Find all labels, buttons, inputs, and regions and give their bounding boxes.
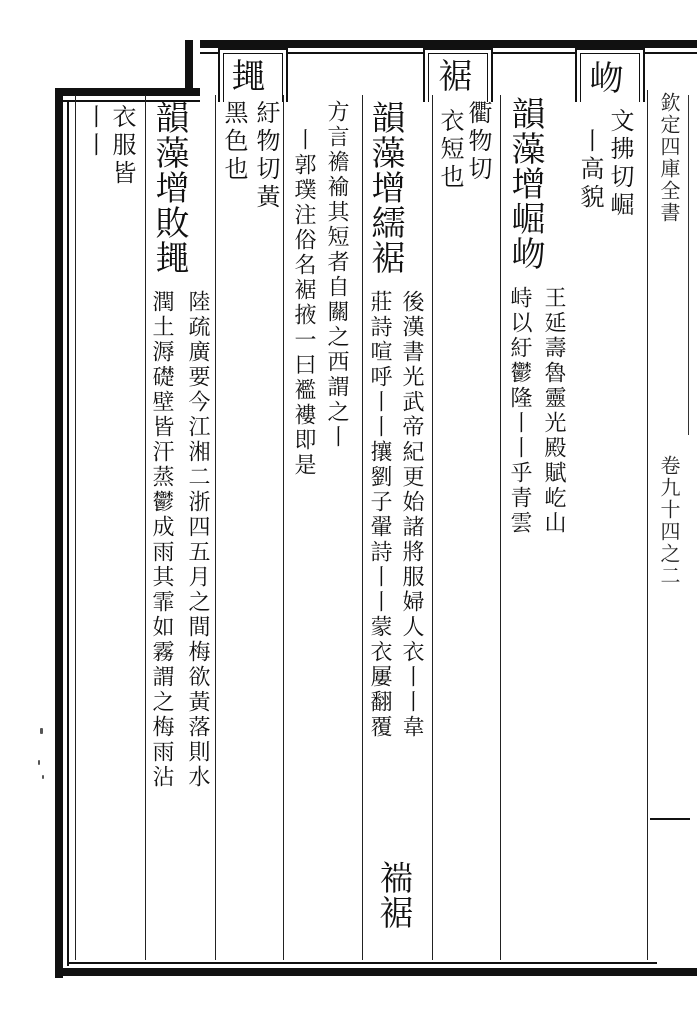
- citation-text: 潤土溽礎壁皆汗蒸鬱成雨其霏如霧謂之梅雨沾: [149, 290, 174, 790]
- citation-emphasis: 褍裾: [373, 860, 413, 930]
- headword-wu: 岉: [583, 60, 623, 95]
- frame-top-border: [200, 40, 697, 48]
- column-divider: [145, 95, 146, 960]
- frame-left-border: [55, 88, 63, 978]
- citation-text: 峙以紆鬱隆丨丨乎青雲: [507, 286, 532, 536]
- gloss-text: 紆物切黃: [252, 100, 280, 212]
- citation-text: 陸疏廣要今江湘二浙四五月之間梅欲黃落則水: [185, 290, 210, 790]
- margin-mark: [650, 818, 690, 820]
- citation-text: 王延壽魯靈光殿賦屹山: [541, 286, 566, 536]
- headword-que: 裾: [432, 58, 472, 93]
- section-heading: 韻藻增崛岉: [505, 96, 545, 271]
- column-divider: [215, 95, 216, 960]
- column-divider: [500, 95, 501, 960]
- column-divider: [432, 95, 433, 960]
- margin-rule: [688, 95, 689, 435]
- citation-text: 丨郭璞注俗名裾掖一曰襤褸即是: [291, 128, 316, 478]
- section-heading: 韻藻增繻裾: [365, 100, 405, 275]
- column-divider: [647, 90, 648, 960]
- section-heading: 韻藻增敗䵷: [149, 100, 189, 275]
- frame-left-inner-border: [67, 100, 69, 966]
- margin-juan-number: 卷九十四之二: [657, 455, 681, 587]
- citation-text: 衣服皆: [108, 104, 136, 188]
- gloss-text: 丨高貌: [576, 128, 604, 212]
- frame-bottom-border: [55, 968, 697, 976]
- gloss-text: 衢物切: [464, 100, 492, 184]
- gloss-text: 衣短也: [436, 108, 464, 192]
- gloss-text: 文拂切崛: [606, 108, 634, 220]
- margin-header: 欽定四庫全書: [657, 92, 681, 224]
- citation-text: 方言襜褕其短者自關之西謂之丨: [324, 100, 349, 450]
- column-divider: [75, 95, 76, 960]
- gloss-text: 黑色也: [220, 100, 248, 184]
- ditto-marks: 丨丨: [80, 104, 108, 160]
- scan-speck: [42, 775, 44, 779]
- headword-yuan: 䵷: [225, 58, 265, 93]
- frame-upper-left-border: [55, 88, 200, 96]
- column-divider: [283, 95, 284, 960]
- column-divider: [362, 95, 363, 960]
- scan-speck: [40, 728, 43, 734]
- citation-text: 莊詩喧呼丨丨攘劉子翬詩丨丨蒙衣屢翻覆: [367, 290, 392, 740]
- scan-speck: [38, 760, 40, 765]
- frame-bottom-inner-border: [67, 962, 657, 964]
- citation-text: 後漢書光武帝紀更始諸將服婦人衣丨丨韋: [399, 290, 424, 740]
